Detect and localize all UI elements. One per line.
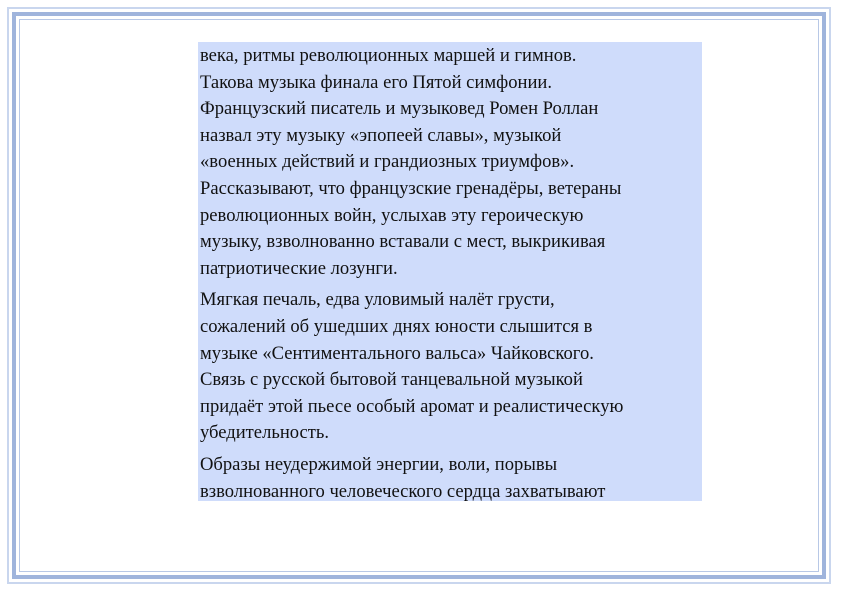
text-line: убедительность.	[200, 422, 330, 444]
text-line: Мягкая печаль, едва уловимый налёт грусти,	[200, 289, 555, 311]
text-line: Такова музыка финала его Пятой симфонии.	[200, 71, 553, 93]
text-line: сожалений об ушедших днях юности слышится в	[200, 315, 593, 337]
paragraph-2	[200, 287, 698, 447]
text-line: Связь с русской бытовой танцевальной музыкой	[200, 369, 583, 391]
text-line: патриотические лозунги.	[200, 257, 398, 279]
text-line: назвал эту музыку «эпопеей славы», музыкой	[200, 124, 562, 146]
text-line: музыку, взволнованно вставали с мест, выкрикивая	[200, 231, 606, 253]
text-line: революционных войн, услыхав эту героическую	[200, 204, 584, 226]
highlighted-text-block	[198, 42, 702, 501]
text-line: придаёт этой пьесе особый аромат и реалистическую	[200, 395, 624, 417]
text-line: взволнованного человеческого сердца захватывают	[200, 480, 606, 502]
text-line: Образы неудержимой энергии, воли, порывы	[200, 453, 558, 475]
text-line: Французский писатель и музыковед Ромен Роллан	[200, 98, 599, 120]
text-line: Рассказывают, что французские гренадёры, ветераны	[200, 177, 622, 199]
text-line: века, ритмы революционных маршей и гимнов.	[200, 45, 577, 66]
paragraph-3	[200, 452, 698, 505]
text-line: «военных действий и грандиозных триумфов».	[200, 151, 575, 173]
text-line: музыке «Сентиментального вальса» Чайковского.	[200, 342, 594, 364]
paragraph-1	[200, 43, 698, 282]
